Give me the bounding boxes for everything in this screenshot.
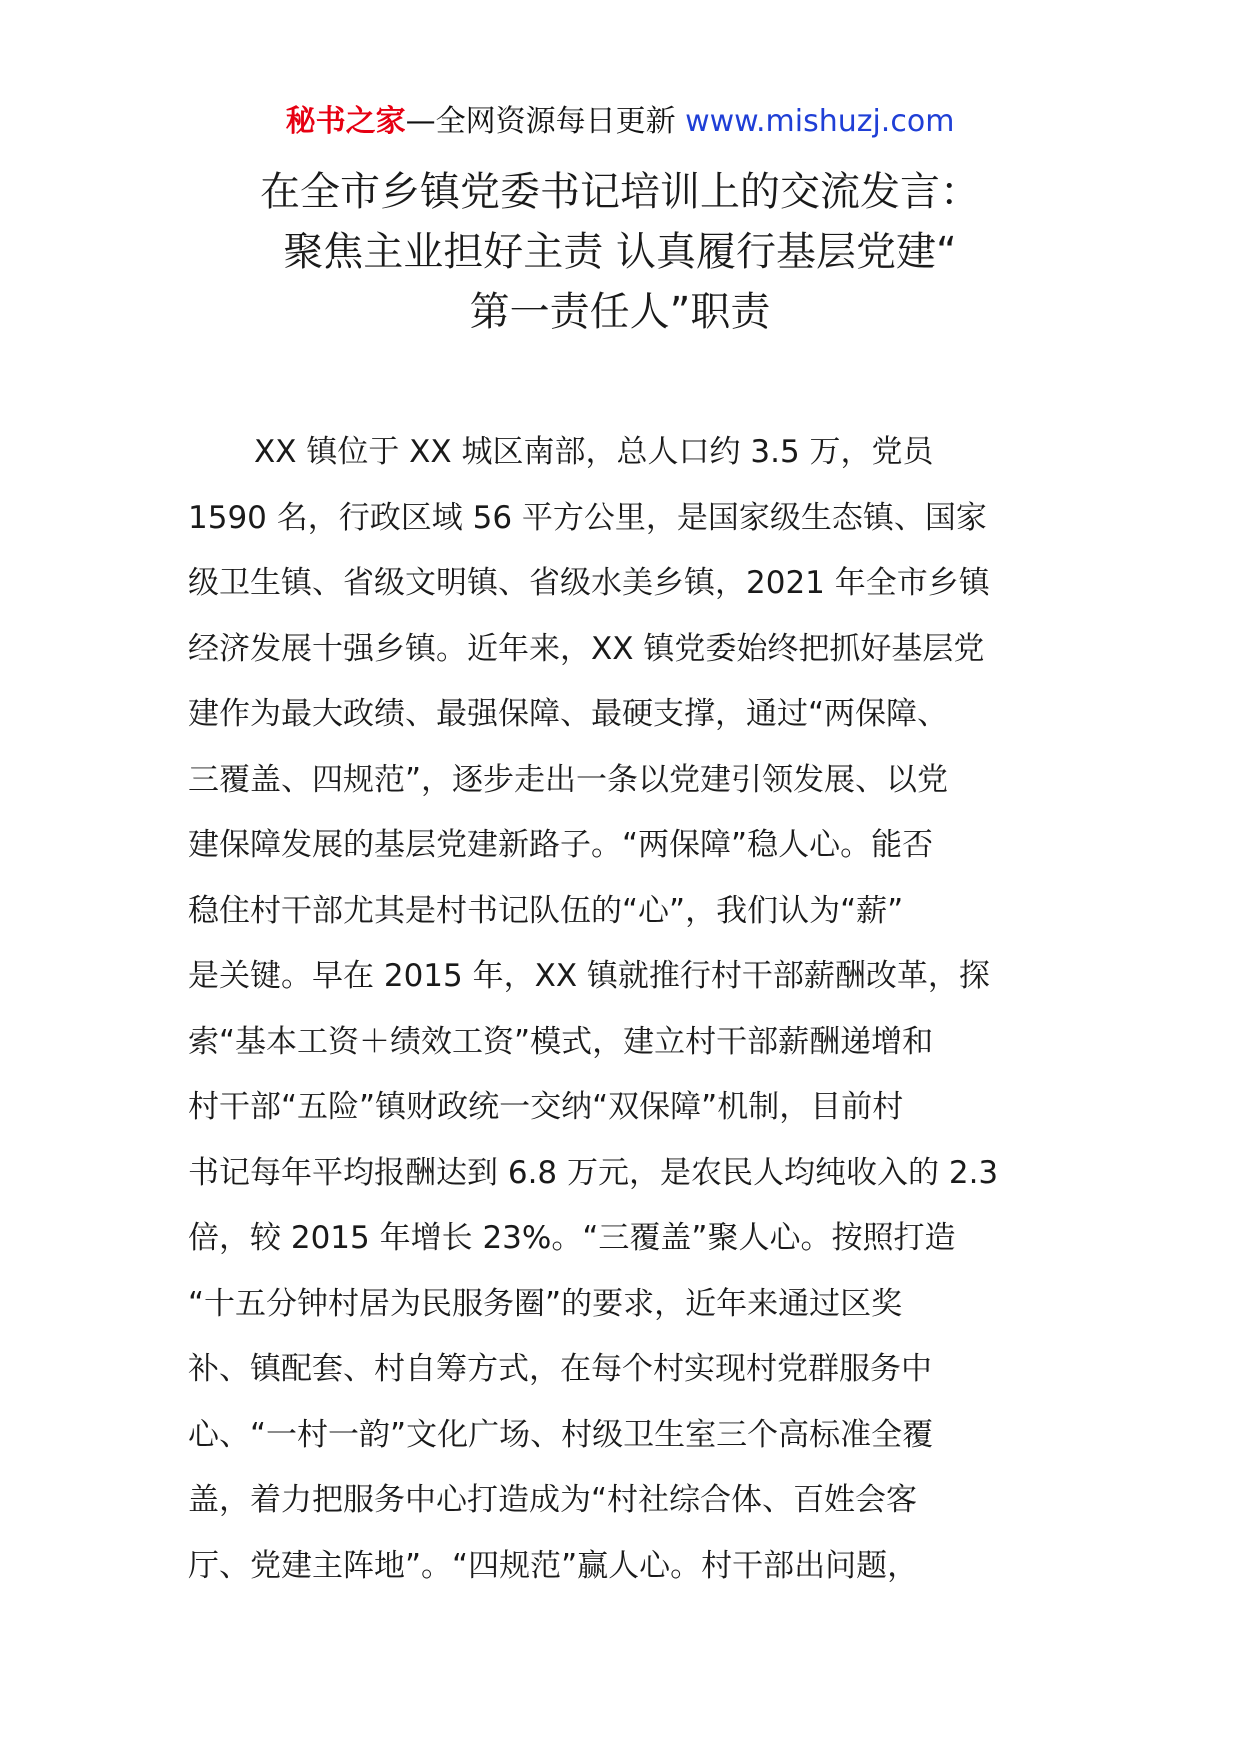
body-line: 索“基本工资＋绩效工资”模式，建立村干部薪酬递增和 (188, 1023, 934, 1060)
body-line: 补、镇配套、村自筹方式，在每个村实现村党群服务中 (188, 1351, 932, 1387)
title-line: 第一责任人”职责 (469, 289, 771, 335)
body-line: 建作为最大政绩、最强保障、最硬支撑，通过“两保障、 (188, 696, 949, 732)
brand-name: 秘书之家 (285, 104, 406, 139)
header-tagline: —全网资源每日更新 (405, 104, 676, 139)
body-line: “十五分钟村居为民服务圈”的要求，近年来通过区奖 (188, 1285, 903, 1322)
body-line: 三覆盖、四规范”，逐步走出一条以党建引领发展、以党 (188, 761, 949, 798)
site-url-link[interactable]: www.mishuzj.com (675, 104, 955, 139)
body-line: 厅、党建主阵地”。“四规范”赢人心。村干部出问题， (188, 1547, 919, 1584)
body-line: 村干部“五险”镇财政统一交纳“双保障”机制，目前村 (188, 1089, 904, 1125)
body-line: 心、“一村一韵”文化广场、村级卫生室三个高标准全覆 (188, 1416, 934, 1453)
body-line: 稳住村干部尤其是村书记队伍的“心”，我们认为“薪” (188, 892, 904, 929)
body-line: 级卫生镇、省级文明镇、省级水美乡镇，2021 年全市乡镇 (188, 565, 990, 601)
title-line: 聚焦主业担好主责 认真履行基层党建“ (283, 229, 957, 275)
body-line: 1590 名，行政区域 56 平方公里，是国家级生态镇、国家 (188, 499, 987, 536)
body-paragraph (188, 420, 1058, 1599)
body-line: 倍，较 2015 年增长 23%。“三覆盖”聚人心。按照打造 (188, 1220, 956, 1256)
body-line: 建保障发展的基层党建新路子。“两保障”稳人心。能否 (188, 827, 934, 863)
body-line: 是关键。早在 2015 年，XX 镇就推行村干部薪酬改革，探 (188, 958, 990, 994)
body-line: 经济发展十强乡镇。近年来，XX 镇党委始终把抓好基层党 (188, 630, 985, 667)
site-header (0, 100, 1240, 144)
document-title (0, 162, 1240, 342)
body-line: XX 镇位于 XX 城区南部，总人口约 3.5 万，党员 (254, 434, 934, 470)
title-line: 在全市乡镇党委书记培训上的交流发言： (260, 169, 980, 215)
body-line: 书记每年平均报酬达到 6.8 万元，是农民人均纯收入的 2.3 (188, 1154, 999, 1191)
body-line: 盖，着力把服务中心打造成为“村社综合体、百姓会客 (188, 1482, 918, 1518)
